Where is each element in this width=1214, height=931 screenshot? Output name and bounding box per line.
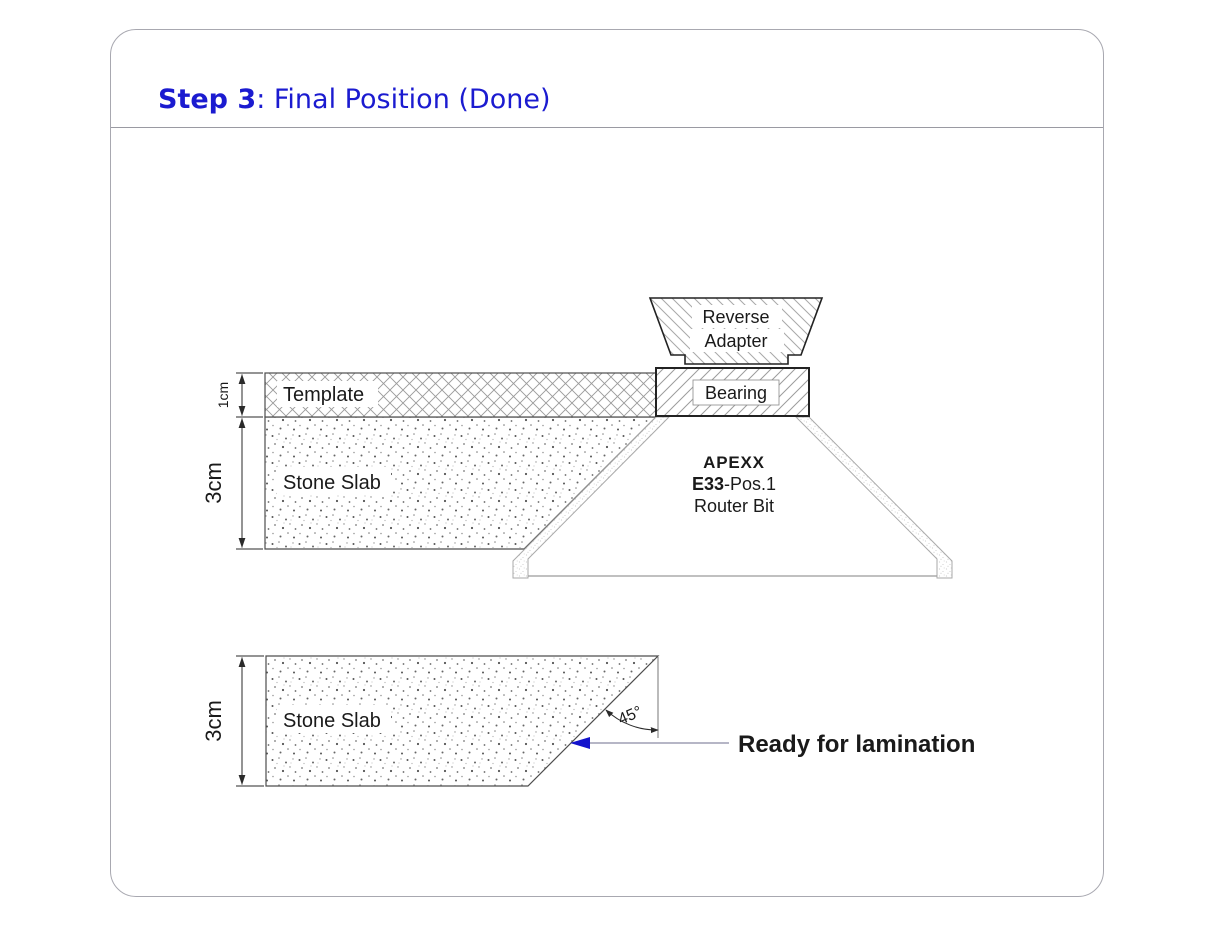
bit-brand-label: APEXX [703, 453, 765, 472]
bit-type-label: Router Bit [693, 496, 775, 516]
template-label: Template [283, 384, 365, 406]
bit-model-label [692, 474, 776, 494]
top-dimension-extension-lines [236, 373, 263, 549]
bit-model-rest: -Pos.1 [724, 474, 777, 494]
top-slab-label: Stone Slab [283, 472, 381, 494]
adapter-label-line2: Adapter [704, 331, 768, 351]
angle-label: 45° [615, 703, 645, 729]
router-bit-right-band [796, 417, 952, 578]
step-title-label: : Final Position (Done) [256, 84, 551, 115]
callout-label: Ready for lamination [738, 731, 976, 758]
bottom-slab-dim-label: 3cm [201, 700, 226, 742]
bit-model-bold: E33 [691, 474, 724, 494]
bearing-label: Bearing [704, 383, 768, 403]
adapter-label-line1: Reverse [702, 307, 770, 327]
step-number-label: Step 3 [158, 84, 257, 115]
bottom-diagram [201, 656, 975, 786]
top-slab-dim-label: 3cm [201, 462, 226, 504]
bottom-slab-label: Stone Slab [283, 710, 381, 732]
bottom-dimension-extension-lines [236, 656, 264, 786]
template-dim-label: 1cm [215, 381, 231, 409]
top-diagram [201, 298, 952, 578]
